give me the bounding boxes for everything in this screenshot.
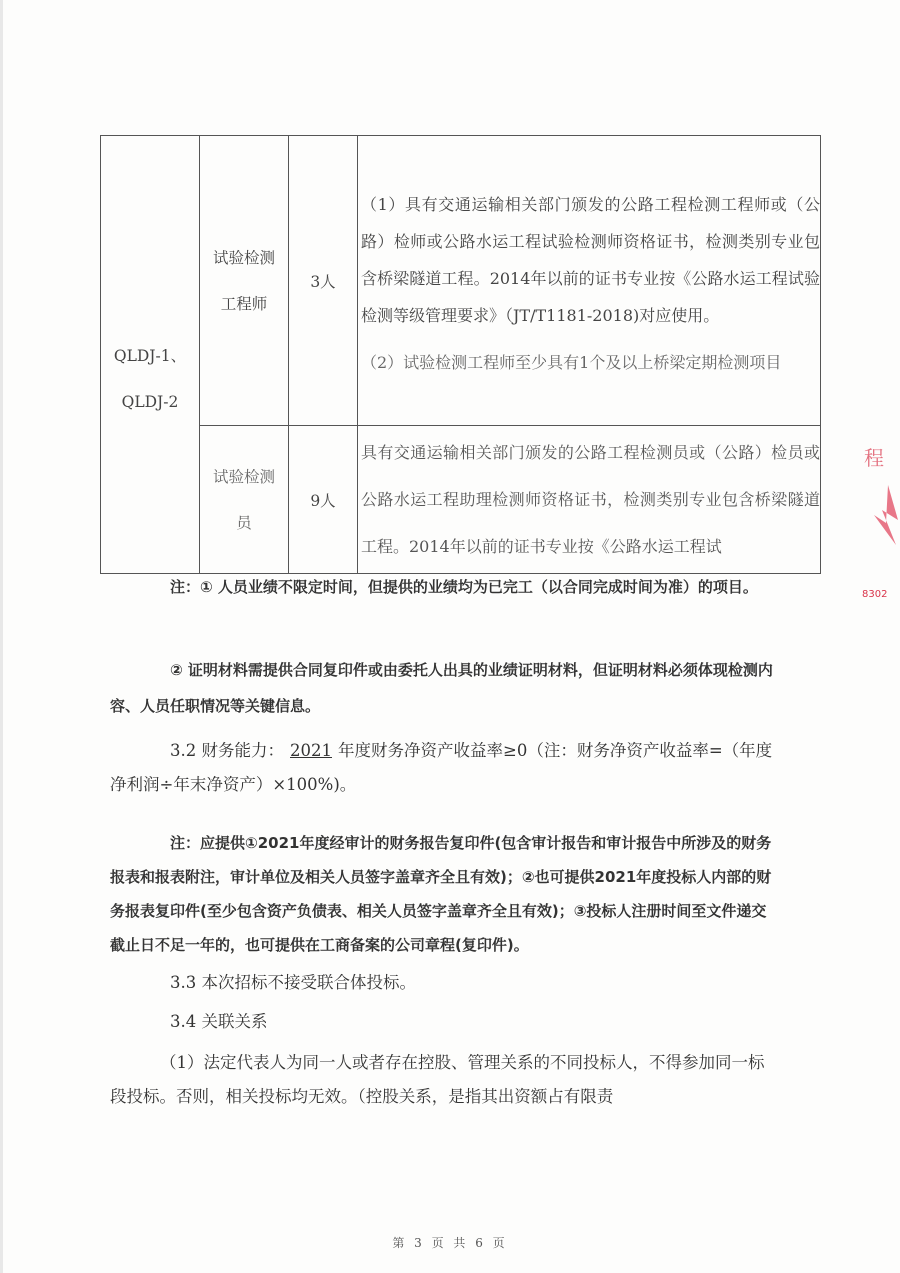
section-3-4: 3.4 关联关系 [170,1012,268,1031]
page-footer: 第 3 页 共 6 页 [392,1236,508,1250]
section-3-2-note: 注：应提供①2021年度经审计的财务报告复印件(包含审计报告和审计报告中所涉及的财务报表和报表附注，审计单位及相关人员签字盖章齐全且有效)；②也可提供2021年度投标人内部的财务报表复印件(至少包含资产负债表、相关人员签字盖章齐全且有效)；③投标人注册时间至文件递交截止日不足一年的，也可提供在工商备案的公司章程(复印件)。 [110,834,772,954]
count-cell: 9人 [289,426,358,574]
requirement-text: （1）具有交通运输相关部门颁发的公路工程检测工程师或（公路）检师或公路水运工程试验检测师资格证书，检测类别专业包含桥梁隧道工程。2014年以前的证书专业按《公路水运工程试验检测等级管理要求》（JT/T1181-2018)对应使用。 [361,195,820,325]
table-row [101,136,821,426]
role-line: 试验检测 [212,467,275,486]
role-cell [200,136,289,426]
section-3-4-1: （1）法定代表人为同一人或者存在控股、管理关系的不同投标人，不得参加同一标段投标。否则，相关投标均无效。（控股关系，是指其出资额占有限责 [110,1053,765,1106]
svg-text:程: 程 [864,446,884,470]
role-line: 试验检测 [212,248,275,267]
section-code-cell [101,136,200,574]
role-line: 员 [236,513,252,532]
role-cell [200,426,289,574]
svg-text:8302: 8302 [862,589,888,600]
note-2: ② 证明材料需提供合同复印件或由委托人出具的业绩证明材料，但证明材料必须体现检测内容、人员任职情况等关键信息。 [110,661,773,715]
section-label: 3.2 财务能力： [170,741,284,760]
requirement-cell: 具有交通运输相关部门颁发的公路工程检测员或（公路）检员或公路水运工程助理检测师资格证书，检测类别专业包含桥梁隧道工程。2014年以前的证书专业按《公路水运工程试 [358,426,821,574]
requirement-cell [358,136,821,426]
section-code-2: QLDJ-2 [121,393,179,411]
section-text: 年度财务净资产收益率≥0（注：财务净资产收益率=（年度净利润÷年末净资产）×100%)。 [110,741,773,794]
count-cell: 3人 [289,136,358,426]
section-3-2 [110,734,778,802]
requirement-text-2: （2）试验检测工程师至少具有1个及以上桥梁定期检测项目 [361,353,782,372]
role-line: 工程师 [220,294,268,313]
scan-edge [0,0,3,1273]
personnel-table [100,135,821,574]
section-code-1: QLDJ-1、 [113,347,187,365]
note-1: 注：① 人员业绩不限定时间，但提供的业绩均为已完工（以合同完成时间为准）的项目。 [170,578,758,596]
red-seal-stamp [860,425,900,600]
section-3-3: 3.3 本次招标不接受联合体投标。 [170,973,416,992]
table-row [101,426,821,574]
year-field: 2021 [290,741,332,760]
